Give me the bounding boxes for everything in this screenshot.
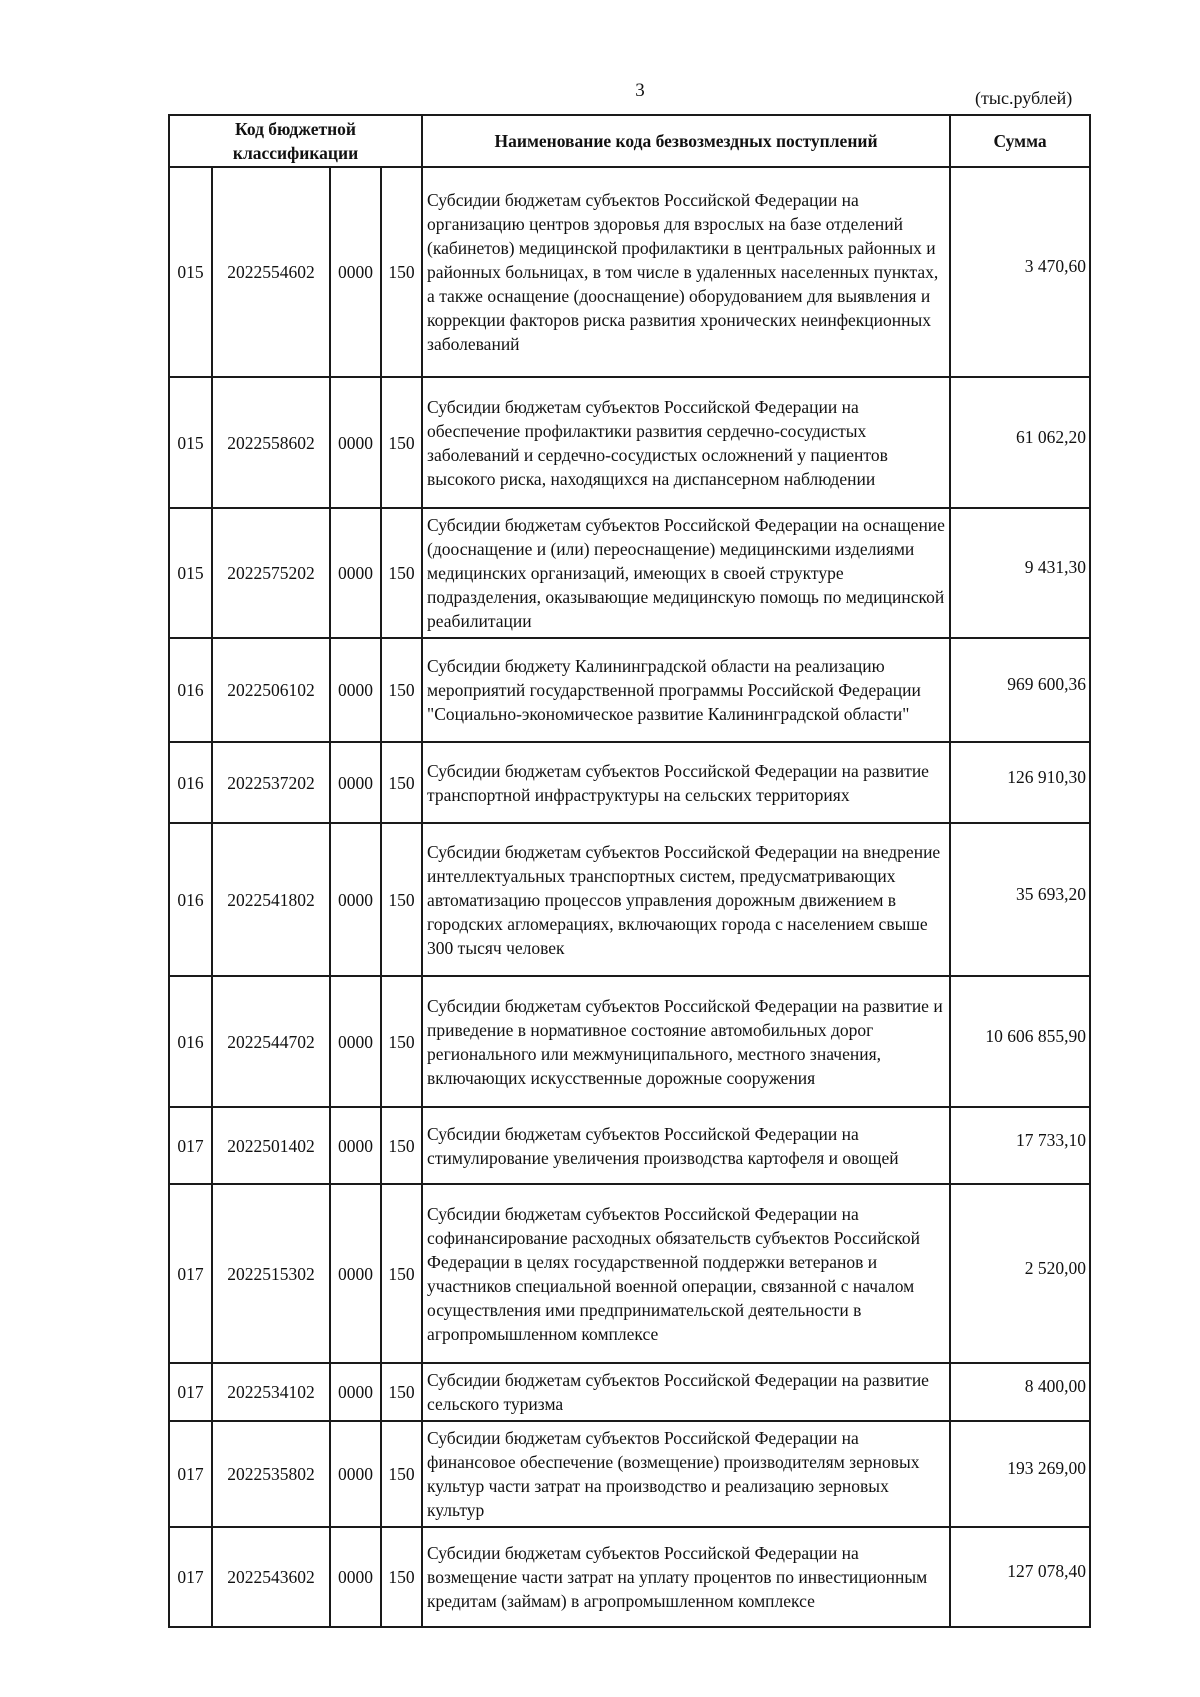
admin-code-cell: 017: [169, 1527, 212, 1627]
sum-cell: [950, 1107, 1090, 1184]
program-code-cell: 0000: [330, 976, 381, 1107]
classification-code-cell: 2022501402: [212, 1107, 330, 1184]
kosgu-code-cell: 150: [381, 1184, 422, 1363]
income-name-cell: Субсидии бюджетам субъектов Российской Федерации на развитие сельского туризма: [422, 1363, 950, 1421]
table-header-row: [169, 115, 1090, 167]
table-row: [169, 1184, 1090, 1363]
kosgu-code-cell: 150: [381, 377, 422, 508]
page-number: 3: [635, 80, 645, 101]
kosgu-code-cell: 150: [381, 1107, 422, 1184]
income-name-cell: Субсидии бюджетам субъектов Российской Федерации на возмещение части затрат на уплату процентов по инвестиционным кредитам (займам) в агропромышленном комплексе: [422, 1527, 950, 1627]
table-row: [169, 638, 1090, 742]
admin-code-cell: 017: [169, 1184, 212, 1363]
table-row: [169, 742, 1090, 823]
program-code-cell: 0000: [330, 1184, 381, 1363]
sum-value: 193 269,00: [1007, 1458, 1087, 1478]
program-code-cell: 0000: [330, 1527, 381, 1627]
program-code-cell: 0000: [330, 638, 381, 742]
income-name-cell: Субсидии бюджетам субъектов Российской Федерации на организацию центров здоровья для взрослых на базе отделений (кабинетов) медицинской профилактики в центральных районных и районных больницах, в том числе в удаленных населенных пунктах, а также оснащение (дооснащение) оборудованием для выявления и коррекции факторов риска развития хронических неинфекционных заболеваний: [422, 167, 950, 377]
table-row: [169, 1527, 1090, 1627]
program-code-cell: 0000: [330, 508, 381, 638]
sum-cell: [950, 742, 1090, 823]
header-name: Наименование кода безвозмездных поступлений: [422, 115, 950, 167]
table-row: [169, 377, 1090, 508]
program-code-cell: 0000: [330, 167, 381, 377]
sum-value: 126 910,30: [1007, 766, 1087, 787]
table-row: [169, 167, 1090, 377]
classification-code-cell: 2022543602: [212, 1527, 330, 1627]
table-row: [169, 823, 1090, 976]
kosgu-code-cell: 150: [381, 638, 422, 742]
kosgu-code-cell: 150: [381, 976, 422, 1107]
admin-code-cell: 016: [169, 742, 212, 823]
income-name-cell: Субсидии бюджетам субъектов Российской Федерации на обеспечение профилактики развития сердечно-сосудистых заболеваний и сердечно-сосудистых осложнений у пациентов высокого риска, находящихся на диспансерном наблюдении: [422, 377, 950, 508]
classification-code-cell: 2022544702: [212, 976, 330, 1107]
admin-code-cell: 015: [169, 377, 212, 508]
sum-cell: [950, 1363, 1090, 1421]
admin-code-cell: 015: [169, 508, 212, 638]
kosgu-code-cell: 150: [381, 1421, 422, 1527]
income-name-cell: Субсидии бюджетам субъектов Российской Федерации на развитие и приведение в нормативное состояние автомобильных дорог регионального или межмуниципального, местного значения, включающих искусственные дорожные сооружения: [422, 976, 950, 1107]
sum-value: 8 400,00: [1024, 1376, 1087, 1396]
table-row: [169, 1107, 1090, 1184]
kosgu-code-cell: 150: [381, 167, 422, 377]
classification-code-cell: 2022537202: [212, 742, 330, 823]
classification-code-cell: 2022558602: [212, 377, 330, 508]
program-code-cell: 0000: [330, 1363, 381, 1421]
table-row: [169, 1363, 1090, 1421]
income-name-cell: Субсидии бюджетам субъектов Российской Федерации на развитие транспортной инфраструктуры на сельских территориях: [422, 742, 950, 823]
program-code-cell: 0000: [330, 377, 381, 508]
income-name-cell: Субсидии бюджету Калининградской области на реализацию мероприятий государственной программы Российской Федерации "Социально-экономическое развитие Калининградской области": [422, 638, 950, 742]
kosgu-code-cell: 150: [381, 508, 422, 638]
sum-cell: [950, 377, 1090, 508]
classification-code-cell: 2022535802: [212, 1421, 330, 1527]
program-code-cell: 0000: [330, 742, 381, 823]
kosgu-code-cell: 150: [381, 823, 422, 976]
sum-value: 10 606 855,90: [985, 1025, 1087, 1046]
header-code: Код бюджетной классификации: [169, 115, 422, 167]
sum-cell: [950, 638, 1090, 742]
income-name-cell: Субсидии бюджетам субъектов Российской Федерации на финансовое обеспечение (возмещение) производителям зерновых культур части затрат на производство и реализацию зерновых культур: [422, 1421, 950, 1527]
sum-value: 2 520,00: [1024, 1257, 1087, 1278]
admin-code-cell: 015: [169, 167, 212, 377]
classification-code-cell: 2022534102: [212, 1363, 330, 1421]
table-row: [169, 976, 1090, 1107]
income-name-cell: Субсидии бюджетам субъектов Российской Федерации на внедрение интеллектуальных транспортных систем, предусматривающих автоматизацию процессов управления дорожным движением в городских агломерациях, включающих города с населением свыше 300 тысяч человек: [422, 823, 950, 976]
table-row: [169, 1421, 1090, 1527]
admin-code-cell: 016: [169, 638, 212, 742]
income-name-cell: Субсидии бюджетам субъектов Российской Федерации на софинансирование расходных обязательств субъектов Российской Федерации в целях государственной поддержки ветеранов и участников специальной военной операции, связанной с началом осуществления ими предпринимательской деятельности в агропромышленном комплексе: [422, 1184, 950, 1363]
classification-code-cell: 2022541802: [212, 823, 330, 976]
sum-value: 3 470,60: [1024, 256, 1087, 276]
admin-code-cell: 017: [169, 1107, 212, 1184]
admin-code-cell: 017: [169, 1421, 212, 1527]
kosgu-code-cell: 150: [381, 1527, 422, 1627]
classification-code-cell: 2022575202: [212, 508, 330, 638]
admin-code-cell: 016: [169, 823, 212, 976]
classification-code-cell: 2022554602: [212, 167, 330, 377]
sum-cell: [950, 508, 1090, 638]
budget-table: [168, 114, 1091, 1628]
kosgu-code-cell: 150: [381, 742, 422, 823]
sum-value: 9 431,30: [1024, 557, 1087, 577]
table-row: [169, 508, 1090, 638]
classification-code-cell: 2022515302: [212, 1184, 330, 1363]
classification-code-cell: 2022506102: [212, 638, 330, 742]
admin-code-cell: 017: [169, 1363, 212, 1421]
header-sum: Сумма: [950, 115, 1090, 167]
program-code-cell: 0000: [330, 823, 381, 976]
units-label: (тыс.рублей): [975, 88, 1073, 108]
income-name-cell: Субсидии бюджетам субъектов Российской Федерации на оснащение (дооснащение и (или) переоснащение) медицинскими изделиями медицинских организаций, имеющих в своей структуре подразделения, оказывающие медицинскую помощь по медицинской реабилитации: [422, 508, 950, 638]
sum-cell: [950, 1421, 1090, 1527]
program-code-cell: 0000: [330, 1421, 381, 1527]
admin-code-cell: 016: [169, 976, 212, 1107]
sum-value: 17 733,10: [1016, 1129, 1087, 1150]
sum-value: 35 693,20: [1016, 883, 1087, 904]
program-code-cell: 0000: [330, 1107, 381, 1184]
sum-cell: [950, 976, 1090, 1107]
sum-cell: [950, 1184, 1090, 1363]
kosgu-code-cell: 150: [381, 1363, 422, 1421]
sum-value: 969 600,36: [1007, 674, 1087, 694]
sum-value: 127 078,40: [1007, 1561, 1087, 1581]
sum-value: 61 062,20: [1016, 426, 1087, 447]
sum-cell: [950, 823, 1090, 976]
sum-cell: [950, 167, 1090, 377]
income-name-cell: Субсидии бюджетам субъектов Российской Федерации на стимулирование увеличения производства картофеля и овощей: [422, 1107, 950, 1184]
sum-cell: [950, 1527, 1090, 1627]
